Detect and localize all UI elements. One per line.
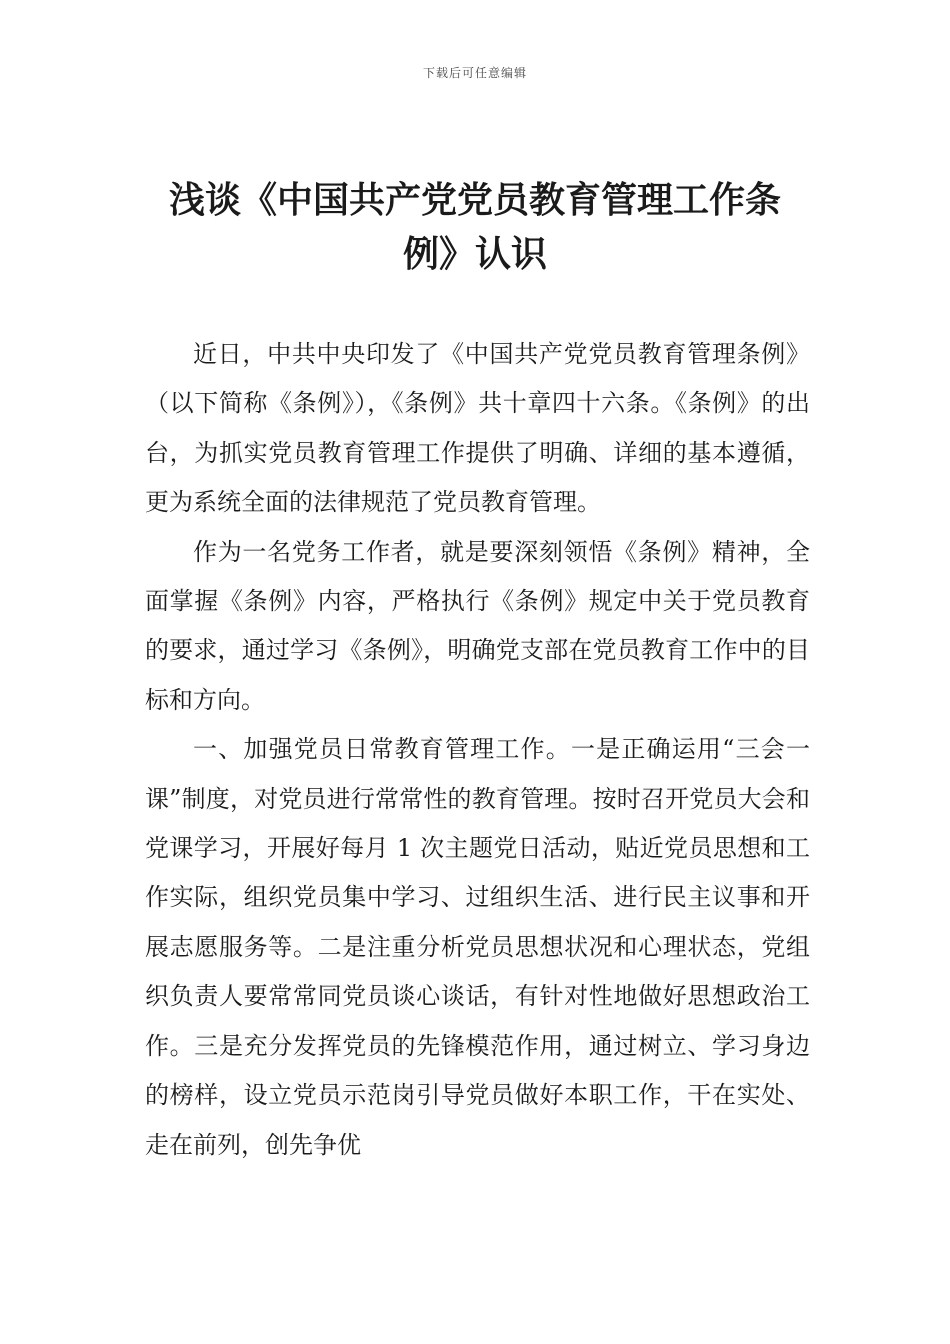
header-note: 下载后可任意编辑 — [422, 66, 527, 80]
document-title — [140, 174, 810, 282]
paragraph-3: 一、加强党员日常教育管理工作。一是正确运用“三会一课”制度，对党员进行常常性的教育管理。按时召开党员大会和党课学习，开展好每月 1 次主题党日活动，贴近党员思想和工作实际，组织党员集中学习、过组织生活、进行民主议事和开展志愿服务等。二是注重分析党员思想状况和心理状态，党组织负责人要常常同党员谈心谈话，有针对性地做好思想政治工作。三是充分发挥党员的先锋模范作用，通过树立、学习身边的榜样，设立党员示范岗引导党员做好本职工作，干在实处、走在前列，创先争优 — [145, 735, 810, 1159]
title-line-1: 浅谈《中国共产党党员教育管理工作条 — [168, 180, 781, 221]
document-body — [145, 330, 810, 1170]
title-line-2: 例》认识 — [402, 234, 547, 275]
paragraph-1: 近日，中共中央印发了《中国共产党党员教育管理条例》（以下简称《条例》），《条例》共十章四十六条。《条例》的出台，为抓实党员教育管理工作提供了明确、详细的基本遵循，更为系统全面的法律规范了党员教育管理。 — [145, 340, 810, 517]
paragraph-2: 作为一名党务工作者，就是要深刻领悟《条例》精神，全面掌握《条例》内容，严格执行《条例》规定中关于党员教育的要求，通过学习《条例》，明确党支部在党员教育工作中的目标和方向。 — [145, 537, 810, 714]
